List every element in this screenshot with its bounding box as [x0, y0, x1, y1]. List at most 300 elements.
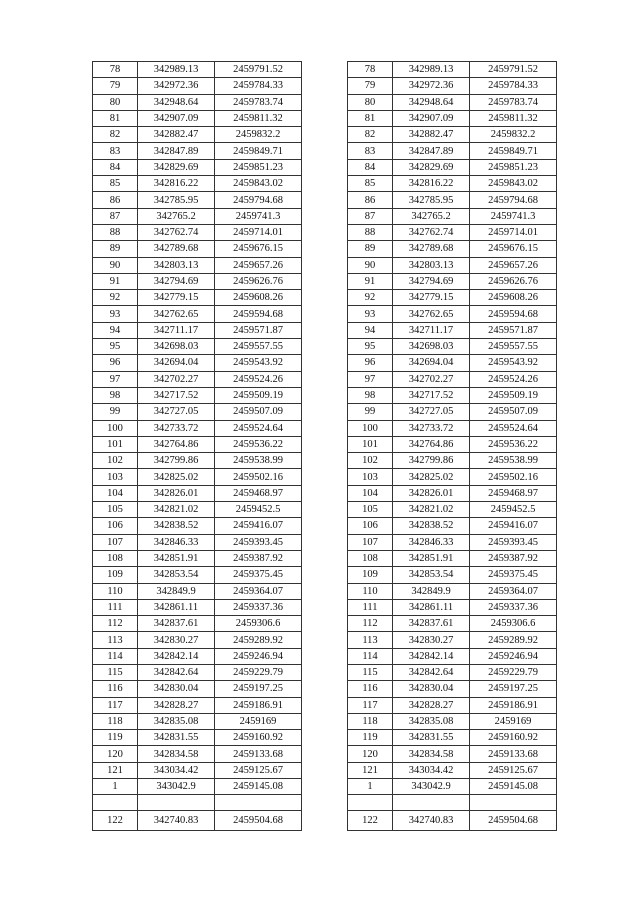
y-coordinate-cell: 2459714.01	[470, 224, 557, 240]
x-coordinate-cell: 342989.13	[393, 62, 470, 78]
table-row	[348, 290, 557, 306]
table-row	[348, 469, 557, 485]
y-coordinate-cell: 2459657.26	[215, 257, 302, 273]
point-number-cell: 109	[93, 567, 138, 583]
point-number-cell: 106	[348, 518, 393, 534]
point-number-cell: 92	[93, 290, 138, 306]
y-coordinate-cell: 2459849.71	[470, 143, 557, 159]
table-row	[93, 779, 302, 795]
point-number-cell: 89	[93, 241, 138, 257]
point-number-cell: 82	[93, 127, 138, 143]
x-coordinate-cell: 342698.03	[393, 339, 470, 355]
x-coordinate-cell: 342785.95	[138, 192, 215, 208]
y-coordinate-cell: 2459306.6	[215, 616, 302, 632]
point-number-cell: 89	[348, 241, 393, 257]
y-coordinate-cell: 2459783.74	[470, 94, 557, 110]
y-coordinate-cell: 2459507.09	[215, 404, 302, 420]
x-coordinate-cell: 342821.02	[393, 502, 470, 518]
table-row	[93, 485, 302, 501]
coordinate-table-right	[347, 61, 557, 831]
x-coordinate-cell: 342733.72	[393, 420, 470, 436]
y-coordinate-cell: 2459468.97	[470, 485, 557, 501]
y-coordinate-cell: 2459387.92	[470, 550, 557, 566]
table-row	[348, 208, 557, 224]
table-row	[93, 241, 302, 257]
x-coordinate-cell: 342789.68	[393, 241, 470, 257]
point-number-cell: 91	[93, 273, 138, 289]
x-coordinate-cell: 342846.33	[393, 534, 470, 550]
point-number-cell: 86	[93, 192, 138, 208]
table-row	[348, 762, 557, 778]
table-row	[93, 420, 302, 436]
x-coordinate-cell: 342861.11	[393, 599, 470, 615]
table-row	[348, 730, 557, 746]
table-row	[348, 176, 557, 192]
point-number-cell: 119	[348, 730, 393, 746]
y-coordinate-cell: 2459169	[215, 713, 302, 729]
y-coordinate-cell: 2459452.5	[215, 502, 302, 518]
x-coordinate-cell: 342907.09	[393, 110, 470, 126]
point-number-cell: 95	[93, 339, 138, 355]
y-coordinate-cell: 2459246.94	[215, 648, 302, 664]
x-coordinate-cell: 342762.65	[393, 306, 470, 322]
table-row	[93, 599, 302, 615]
x-coordinate-cell: 342842.64	[138, 664, 215, 680]
table-row	[93, 371, 302, 387]
x-coordinate-cell: 342831.55	[138, 730, 215, 746]
point-number-cell: 95	[348, 339, 393, 355]
table-row	[93, 453, 302, 469]
point-number-cell: 103	[93, 469, 138, 485]
x-coordinate-cell: 342765.2	[138, 208, 215, 224]
x-coordinate-cell: 342694.04	[393, 355, 470, 371]
point-number-cell: 94	[348, 322, 393, 338]
y-coordinate-cell: 2459524.64	[215, 420, 302, 436]
y-coordinate-cell: 2459536.22	[470, 436, 557, 452]
point-number-cell: 106	[93, 518, 138, 534]
x-coordinate-cell: 342825.02	[138, 469, 215, 485]
y-coordinate-cell: 2459289.92	[215, 632, 302, 648]
x-coordinate-cell: 342849.9	[393, 583, 470, 599]
x-coordinate-cell: 342698.03	[138, 339, 215, 355]
x-coordinate-cell: 342851.91	[393, 550, 470, 566]
table-row	[348, 632, 557, 648]
y-coordinate-cell: 2459832.2	[215, 127, 302, 143]
y-coordinate-cell: 2459416.07	[215, 518, 302, 534]
table-row	[93, 404, 302, 420]
point-number-cell: 116	[93, 681, 138, 697]
table-row	[348, 94, 557, 110]
x-coordinate-cell: 342828.27	[393, 697, 470, 713]
point-number-cell: 112	[348, 616, 393, 632]
point-number-cell: 83	[93, 143, 138, 159]
point-number-cell: 122	[348, 811, 393, 831]
table-row	[93, 583, 302, 599]
y-coordinate-cell: 2459364.07	[215, 583, 302, 599]
point-number-cell: 99	[348, 404, 393, 420]
x-coordinate-cell: 342711.17	[393, 322, 470, 338]
y-coordinate-cell: 2459160.92	[470, 730, 557, 746]
x-coordinate-cell: 342829.69	[138, 159, 215, 175]
point-number-cell: 78	[93, 62, 138, 78]
x-coordinate-cell: 343034.42	[138, 762, 215, 778]
blank-cell	[138, 795, 215, 811]
x-coordinate-cell: 342907.09	[138, 110, 215, 126]
x-coordinate-cell: 342835.08	[393, 713, 470, 729]
x-coordinate-cell: 342838.52	[393, 518, 470, 534]
point-number-cell: 96	[348, 355, 393, 371]
y-coordinate-cell: 2459594.68	[215, 306, 302, 322]
x-coordinate-cell: 342779.15	[393, 290, 470, 306]
table-row	[348, 664, 557, 680]
table-row	[93, 159, 302, 175]
x-coordinate-cell: 342799.86	[138, 453, 215, 469]
y-coordinate-cell: 2459626.76	[215, 273, 302, 289]
blank-cell	[348, 795, 393, 811]
x-coordinate-cell: 342830.04	[138, 681, 215, 697]
table-row	[348, 371, 557, 387]
table-row	[348, 110, 557, 126]
table-row	[348, 550, 557, 566]
point-number-cell: 111	[93, 599, 138, 615]
y-coordinate-cell: 2459536.22	[215, 436, 302, 452]
y-coordinate-cell: 2459375.45	[215, 567, 302, 583]
y-coordinate-cell: 2459186.91	[470, 697, 557, 713]
y-coordinate-cell: 2459794.68	[470, 192, 557, 208]
table-row	[93, 664, 302, 680]
point-number-cell: 93	[348, 306, 393, 322]
x-coordinate-cell: 342834.58	[393, 746, 470, 762]
y-coordinate-cell: 2459784.33	[215, 78, 302, 94]
y-coordinate-cell: 2459509.19	[215, 387, 302, 403]
x-coordinate-cell: 342948.64	[138, 94, 215, 110]
y-coordinate-cell: 2459468.97	[215, 485, 302, 501]
x-coordinate-cell: 342727.05	[393, 404, 470, 420]
table-row	[93, 143, 302, 159]
point-number-cell: 115	[348, 664, 393, 680]
point-number-cell: 114	[348, 648, 393, 664]
point-number-cell: 109	[348, 567, 393, 583]
x-coordinate-cell: 342694.04	[138, 355, 215, 371]
point-number-cell: 99	[93, 404, 138, 420]
x-coordinate-cell: 342799.86	[393, 453, 470, 469]
table-row	[93, 648, 302, 664]
x-coordinate-cell: 342882.47	[393, 127, 470, 143]
table-row	[348, 355, 557, 371]
x-coordinate-cell: 342733.72	[138, 420, 215, 436]
point-number-cell: 90	[348, 257, 393, 273]
table-row	[348, 143, 557, 159]
y-coordinate-cell: 2459676.15	[470, 241, 557, 257]
x-coordinate-cell: 342834.58	[138, 746, 215, 762]
y-coordinate-cell: 2459538.99	[470, 453, 557, 469]
x-coordinate-cell: 342853.54	[393, 567, 470, 583]
y-coordinate-cell: 2459557.55	[215, 339, 302, 355]
table-row	[93, 290, 302, 306]
point-number-cell: 79	[93, 78, 138, 94]
x-coordinate-cell: 342842.64	[393, 664, 470, 680]
point-number-cell: 107	[348, 534, 393, 550]
table-row	[348, 436, 557, 452]
table-row	[93, 681, 302, 697]
x-coordinate-cell: 342831.55	[393, 730, 470, 746]
x-coordinate-cell: 342803.13	[393, 257, 470, 273]
table-row-extra	[348, 811, 557, 831]
table-row	[348, 387, 557, 403]
table-row	[348, 420, 557, 436]
table-row	[93, 339, 302, 355]
x-coordinate-cell: 342762.74	[138, 224, 215, 240]
table-row	[93, 208, 302, 224]
x-coordinate-cell: 342762.65	[138, 306, 215, 322]
point-number-cell: 105	[348, 502, 393, 518]
y-coordinate-cell: 2459145.08	[470, 779, 557, 795]
point-number-cell: 84	[348, 159, 393, 175]
table-row	[93, 550, 302, 566]
x-coordinate-cell: 342717.52	[138, 387, 215, 403]
point-number-cell: 119	[93, 730, 138, 746]
x-coordinate-cell: 342847.89	[393, 143, 470, 159]
y-coordinate-cell: 2459229.79	[470, 664, 557, 680]
table-row	[93, 746, 302, 762]
x-coordinate-cell: 342740.83	[138, 811, 215, 831]
table-row	[93, 273, 302, 289]
table-row	[348, 306, 557, 322]
x-coordinate-cell: 342851.91	[138, 550, 215, 566]
point-number-cell: 113	[348, 632, 393, 648]
point-number-cell: 108	[348, 550, 393, 566]
point-number-cell: 115	[93, 664, 138, 680]
blank-cell	[215, 795, 302, 811]
point-number-cell: 91	[348, 273, 393, 289]
point-number-cell: 105	[93, 502, 138, 518]
y-coordinate-cell: 2459791.52	[470, 62, 557, 78]
y-coordinate-cell: 2459784.33	[470, 78, 557, 94]
table-row	[348, 339, 557, 355]
x-coordinate-cell: 343042.9	[138, 779, 215, 795]
table-row	[93, 110, 302, 126]
y-coordinate-cell: 2459145.08	[215, 779, 302, 795]
y-coordinate-cell: 2459543.92	[215, 355, 302, 371]
table-row	[348, 779, 557, 795]
y-coordinate-cell: 2459504.68	[215, 811, 302, 831]
table-row	[93, 567, 302, 583]
y-coordinate-cell: 2459608.26	[215, 290, 302, 306]
x-coordinate-cell: 342794.69	[138, 273, 215, 289]
y-coordinate-cell: 2459375.45	[470, 567, 557, 583]
x-coordinate-cell: 342830.27	[393, 632, 470, 648]
y-coordinate-cell: 2459843.02	[470, 176, 557, 192]
y-coordinate-cell: 2459783.74	[215, 94, 302, 110]
y-coordinate-cell: 2459571.87	[470, 322, 557, 338]
point-number-cell: 121	[348, 762, 393, 778]
x-coordinate-cell: 342948.64	[393, 94, 470, 110]
x-coordinate-cell: 342835.08	[138, 713, 215, 729]
point-number-cell: 1	[348, 779, 393, 795]
point-number-cell: 1	[93, 779, 138, 795]
y-coordinate-cell: 2459741.3	[215, 208, 302, 224]
y-coordinate-cell: 2459393.45	[215, 534, 302, 550]
point-number-cell: 118	[93, 713, 138, 729]
table-row	[93, 127, 302, 143]
x-coordinate-cell: 342847.89	[138, 143, 215, 159]
y-coordinate-cell: 2459246.94	[470, 648, 557, 664]
x-coordinate-cell: 342764.86	[393, 436, 470, 452]
table-row	[93, 62, 302, 78]
y-coordinate-cell: 2459125.67	[215, 762, 302, 778]
point-number-cell: 88	[93, 224, 138, 240]
x-coordinate-cell: 342846.33	[138, 534, 215, 550]
point-number-cell: 87	[348, 208, 393, 224]
table-row	[348, 404, 557, 420]
point-number-cell: 101	[348, 436, 393, 452]
x-coordinate-cell: 342861.11	[138, 599, 215, 615]
y-coordinate-cell: 2459538.99	[215, 453, 302, 469]
table-row	[348, 127, 557, 143]
y-coordinate-cell: 2459387.92	[215, 550, 302, 566]
table-row	[93, 387, 302, 403]
x-coordinate-cell: 343034.42	[393, 762, 470, 778]
x-coordinate-cell: 342740.83	[393, 811, 470, 831]
x-coordinate-cell: 342794.69	[393, 273, 470, 289]
x-coordinate-cell: 342762.74	[393, 224, 470, 240]
x-coordinate-cell: 342779.15	[138, 290, 215, 306]
table-row	[93, 322, 302, 338]
table-row	[93, 518, 302, 534]
point-number-cell: 98	[348, 387, 393, 403]
x-coordinate-cell: 342837.61	[138, 616, 215, 632]
table-row	[93, 436, 302, 452]
point-number-cell: 108	[93, 550, 138, 566]
point-number-cell: 86	[348, 192, 393, 208]
point-number-cell: 120	[348, 746, 393, 762]
y-coordinate-cell: 2459524.26	[215, 371, 302, 387]
point-number-cell: 111	[348, 599, 393, 615]
x-coordinate-cell: 342803.13	[138, 257, 215, 273]
point-number-cell: 110	[93, 583, 138, 599]
y-coordinate-cell: 2459524.26	[470, 371, 557, 387]
point-number-cell: 85	[348, 176, 393, 192]
x-coordinate-cell: 342717.52	[393, 387, 470, 403]
y-coordinate-cell: 2459125.67	[470, 762, 557, 778]
table-row	[93, 713, 302, 729]
x-coordinate-cell: 342826.01	[393, 485, 470, 501]
x-coordinate-cell: 342702.27	[138, 371, 215, 387]
x-coordinate-cell: 342830.27	[138, 632, 215, 648]
blank-cell	[393, 795, 470, 811]
blank-cell	[470, 795, 557, 811]
y-coordinate-cell: 2459289.92	[470, 632, 557, 648]
y-coordinate-cell: 2459197.25	[215, 681, 302, 697]
table-row	[348, 616, 557, 632]
table-row	[348, 518, 557, 534]
table-row	[348, 78, 557, 94]
point-number-cell: 121	[93, 762, 138, 778]
table-row	[348, 485, 557, 501]
x-coordinate-cell: 342842.14	[138, 648, 215, 664]
coordinate-table-body	[348, 62, 557, 831]
x-coordinate-cell: 342853.54	[138, 567, 215, 583]
x-coordinate-cell: 342838.52	[138, 518, 215, 534]
table-row	[348, 224, 557, 240]
point-number-cell: 102	[93, 453, 138, 469]
table-row	[348, 322, 557, 338]
table-row	[93, 616, 302, 632]
x-coordinate-cell: 342837.61	[393, 616, 470, 632]
point-number-cell: 78	[348, 62, 393, 78]
table-row	[93, 94, 302, 110]
point-number-cell: 84	[93, 159, 138, 175]
x-coordinate-cell: 342842.14	[393, 648, 470, 664]
table-row	[348, 62, 557, 78]
y-coordinate-cell: 2459714.01	[215, 224, 302, 240]
point-number-cell: 114	[93, 648, 138, 664]
point-number-cell: 85	[93, 176, 138, 192]
y-coordinate-cell: 2459811.32	[215, 110, 302, 126]
point-number-cell: 80	[348, 94, 393, 110]
y-coordinate-cell: 2459851.23	[215, 159, 302, 175]
y-coordinate-cell: 2459160.92	[215, 730, 302, 746]
x-coordinate-cell: 342821.02	[138, 502, 215, 518]
y-coordinate-cell: 2459626.76	[470, 273, 557, 289]
x-coordinate-cell: 343042.9	[393, 779, 470, 795]
x-coordinate-cell: 342829.69	[393, 159, 470, 175]
y-coordinate-cell: 2459507.09	[470, 404, 557, 420]
table-row	[348, 746, 557, 762]
point-number-cell: 118	[348, 713, 393, 729]
table-row	[348, 502, 557, 518]
y-coordinate-cell: 2459811.32	[470, 110, 557, 126]
table-row	[348, 583, 557, 599]
point-number-cell: 82	[348, 127, 393, 143]
point-number-cell: 110	[348, 583, 393, 599]
x-coordinate-cell: 342882.47	[138, 127, 215, 143]
point-number-cell: 102	[348, 453, 393, 469]
y-coordinate-cell: 2459543.92	[470, 355, 557, 371]
point-number-cell: 116	[348, 681, 393, 697]
table-row	[348, 534, 557, 550]
point-number-cell: 117	[348, 697, 393, 713]
point-number-cell: 97	[348, 371, 393, 387]
table-row	[348, 599, 557, 615]
table-row	[93, 697, 302, 713]
y-coordinate-cell: 2459133.68	[470, 746, 557, 762]
table-row	[93, 192, 302, 208]
y-coordinate-cell: 2459794.68	[215, 192, 302, 208]
point-number-cell: 90	[93, 257, 138, 273]
point-number-cell: 80	[93, 94, 138, 110]
table-row	[348, 241, 557, 257]
y-coordinate-cell: 2459452.5	[470, 502, 557, 518]
blank-row	[93, 795, 302, 811]
table-row	[348, 159, 557, 175]
point-number-cell: 101	[93, 436, 138, 452]
y-coordinate-cell: 2459229.79	[215, 664, 302, 680]
y-coordinate-cell: 2459133.68	[215, 746, 302, 762]
y-coordinate-cell: 2459594.68	[470, 306, 557, 322]
x-coordinate-cell: 342972.36	[138, 78, 215, 94]
coordinate-table-body	[93, 62, 302, 831]
table-row	[348, 567, 557, 583]
x-coordinate-cell: 342789.68	[138, 241, 215, 257]
table-row	[93, 176, 302, 192]
y-coordinate-cell: 2459306.6	[470, 616, 557, 632]
x-coordinate-cell: 342826.01	[138, 485, 215, 501]
point-number-cell: 79	[348, 78, 393, 94]
y-coordinate-cell: 2459502.16	[470, 469, 557, 485]
point-number-cell: 122	[93, 811, 138, 831]
table-row	[348, 648, 557, 664]
